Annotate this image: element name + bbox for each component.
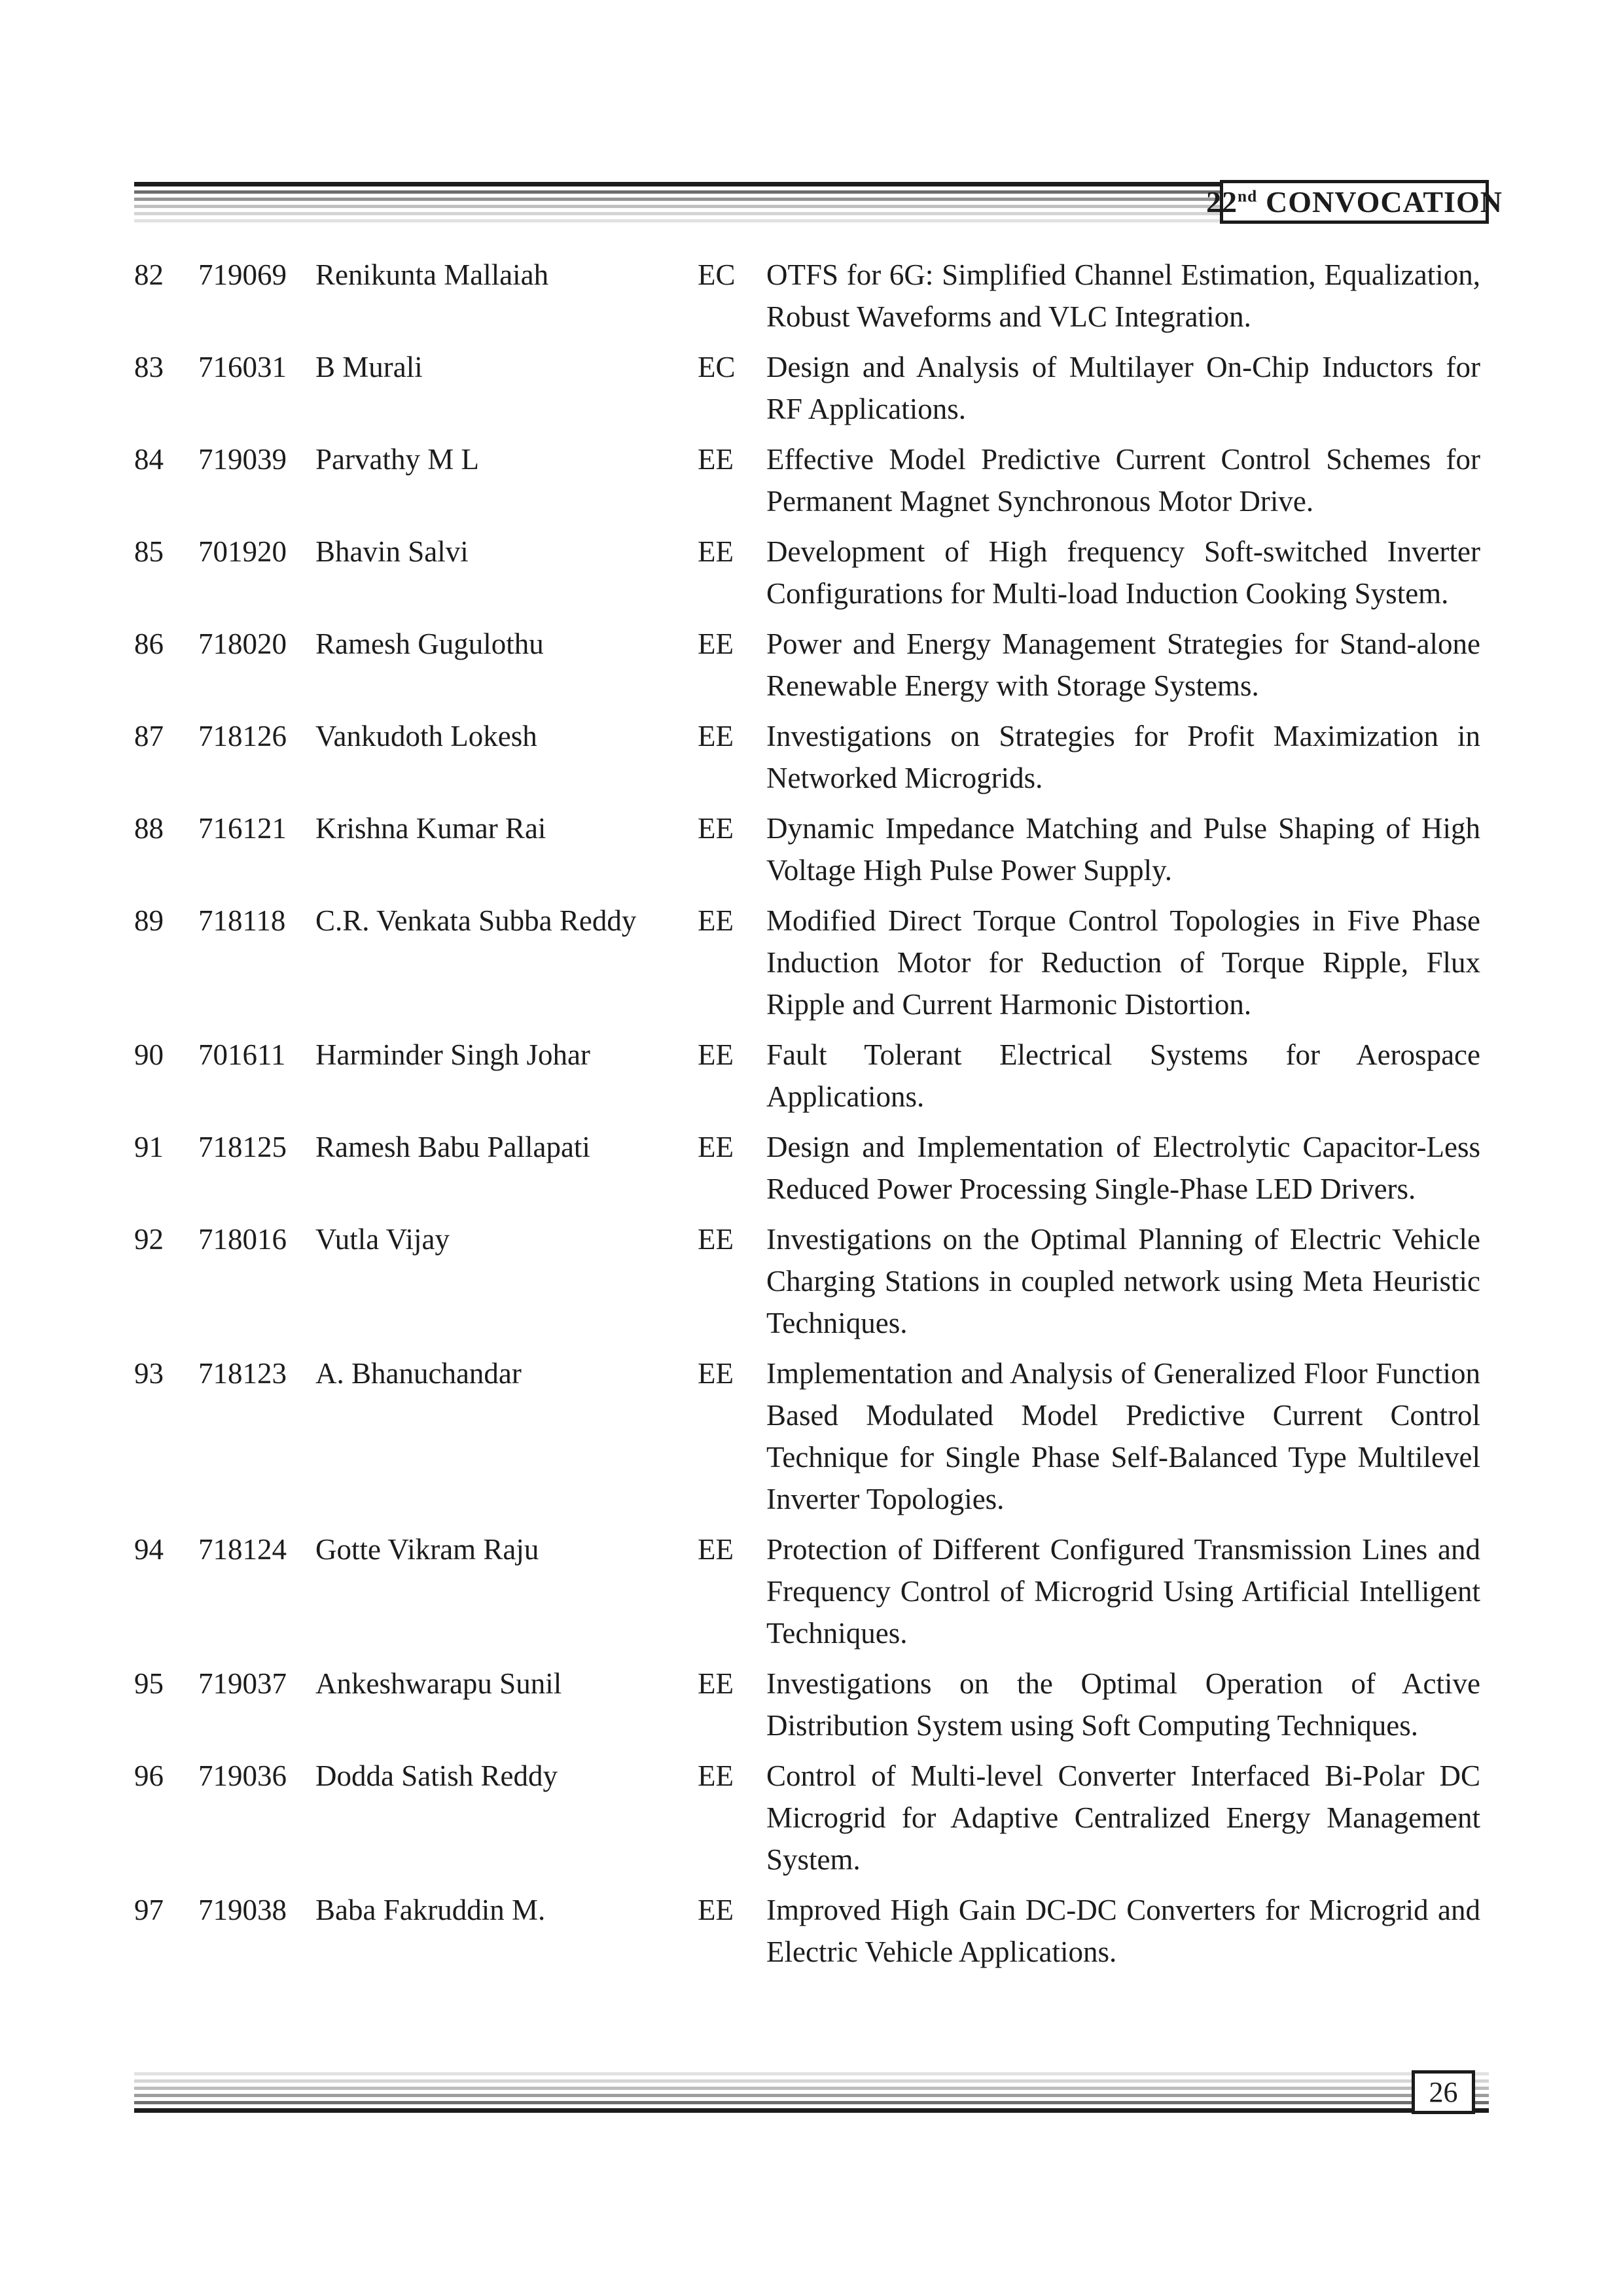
serial-number: 83 (134, 351, 164, 383)
page-number-box (1412, 2070, 1475, 2114)
thesis-title: Development of High frequency Soft-switched Inverter Configurations for Multi-load Induction Cooking System. (766, 535, 1480, 610)
thesis-title: Investigations on Strategies for Profit Maximization in Networked Microgrids. (766, 720, 1480, 794)
serial-number: 95 (134, 1667, 164, 1700)
thesis-title: Dynamic Impedance Matching and Pulse Shaping of High Voltage High Pulse Power Supply. (766, 812, 1480, 887)
serial-number: 86 (134, 627, 164, 660)
roll-number: 719036 (198, 1759, 287, 1792)
list-item (134, 1528, 1480, 1654)
thesis-title: Power and Energy Management Strategies for Stand-alone Renewable Energy with Storage Systems. (766, 627, 1480, 702)
roll-number: 718125 (198, 1131, 287, 1163)
graduate-name: Vutla Vijay (315, 1223, 450, 1256)
serial-number: 94 (134, 1533, 164, 1566)
thesis-title: Control of Multi-level Converter Interfaced Bi-Polar DC Microgrid for Adaptive Centralized Energy Management System. (766, 1759, 1480, 1876)
thesis-title: Protection of Different Configured Transmission Lines and Frequency Control of Microgrid Using Artificial Intelligent Techniques. (766, 1533, 1480, 1650)
list-item (134, 1218, 1480, 1344)
thesis-title: Implementation and Analysis of Generalized Floor Function Based Modulated Model Predictive Current Control Technique for Single Phase Self-Balanced Type Multilevel Inverter Topologies. (766, 1357, 1480, 1515)
serial-number: 82 (134, 258, 164, 291)
footer-rule-line (134, 2087, 1489, 2090)
graduate-name: Dodda Satish Reddy (315, 1759, 558, 1792)
list-item (134, 900, 1480, 1025)
thesis-title: Fault Tolerant Electrical Systems for Aerospace Applications. (766, 1038, 1480, 1113)
graduate-name: Harminder Singh Johar (315, 1038, 590, 1071)
graduate-name: Bhavin Salvi (315, 535, 469, 568)
roll-number: 718123 (198, 1357, 287, 1390)
roll-number: 718124 (198, 1533, 287, 1566)
list-item (134, 254, 1480, 338)
list-item (134, 1663, 1480, 1746)
roll-number: 718126 (198, 720, 287, 752)
serial-number: 87 (134, 720, 164, 752)
thesis-title: Investigations on the Optimal Planning of Electric Vehicle Charging Stations in coupled network using Meta Heuristic Techniques. (766, 1223, 1480, 1339)
department-code: EE (698, 1759, 734, 1792)
roll-number: 701611 (198, 1038, 286, 1071)
department-code: EE (698, 1357, 734, 1390)
department-code: EE (698, 1667, 734, 1700)
list-item (134, 1126, 1480, 1210)
roll-number: 719037 (198, 1667, 287, 1700)
department-code: EC (698, 351, 736, 383)
page-number: 26 (1429, 2076, 1458, 2108)
list-item (134, 623, 1480, 707)
department-code: EE (698, 627, 734, 660)
department-code: EE (698, 1038, 734, 1071)
serial-number: 88 (134, 812, 164, 845)
list-item (134, 715, 1480, 799)
graduate-name: Vankudoth Lokesh (315, 720, 537, 752)
serial-number: 96 (134, 1759, 164, 1792)
department-code: EE (698, 904, 734, 937)
graduate-name: Baba Fakruddin M. (315, 1894, 546, 1926)
graduates-list (134, 254, 1480, 1981)
department-code: EE (698, 535, 734, 568)
footer-rule-line (134, 2072, 1489, 2075)
convocation-number: 22 (1206, 185, 1238, 219)
convocation-badge: 22 $^{nd}$ CONVOCATION (1220, 180, 1489, 224)
thesis-title: Design and Analysis of Multilayer On-Chip Inductors for RF Applications. (766, 351, 1480, 425)
roll-number: 718020 (198, 627, 287, 660)
department-code: EE (698, 812, 734, 845)
department-code: EE (698, 443, 734, 476)
serial-number: 93 (134, 1357, 164, 1390)
department-code: EE (698, 1533, 734, 1566)
department-code: EE (698, 1131, 734, 1163)
thesis-title: Modified Direct Torque Control Topologies in Five Phase Induction Motor for Reduction of Torque Ripple, Flux Ripple and Current Harmonic Distortion. (766, 904, 1480, 1021)
department-code: EE (698, 1894, 734, 1926)
thesis-title: Investigations on the Optimal Operation of Active Distribution System using Soft Computing Techniques. (766, 1667, 1480, 1742)
serial-number: 90 (134, 1038, 164, 1071)
thesis-title: Improved High Gain DC-DC Converters for Microgrid and Electric Vehicle Applications. (766, 1894, 1480, 1968)
graduate-name: Gotte Vikram Raju (315, 1533, 539, 1566)
graduate-name: Parvathy M L (315, 443, 479, 476)
footer-rule-band (134, 2072, 1489, 2117)
list-item (134, 1889, 1480, 1973)
thesis-title: Effective Model Predictive Current Control Schemes for Permanent Magnet Synchronous Motor Drive. (766, 443, 1480, 518)
serial-number: 89 (134, 904, 164, 937)
graduate-name: Ankeshwarapu Sunil (315, 1667, 562, 1700)
footer-rule-line (134, 2101, 1489, 2104)
department-code: EE (698, 1223, 734, 1256)
serial-number: 97 (134, 1894, 164, 1926)
graduate-name: Ramesh Gugulothu (315, 627, 544, 660)
list-item (134, 438, 1480, 522)
list-item (134, 1034, 1480, 1118)
list-item (134, 1352, 1480, 1520)
list-item (134, 531, 1480, 614)
thesis-title: Design and Implementation of Electrolytic Capacitor-Less Reduced Power Processing Single-Phase LED Drivers. (766, 1131, 1480, 1205)
serial-number: 85 (134, 535, 164, 568)
convocation-word: CONVOCATION (1266, 185, 1503, 219)
footer-rule-line (134, 2094, 1489, 2097)
graduate-name: Renikunta Mallaiah (315, 258, 549, 291)
graduate-name: B Murali (315, 351, 423, 383)
serial-number: 84 (134, 443, 164, 476)
list-item (134, 346, 1480, 430)
list-item (134, 807, 1480, 891)
department-code: EE (698, 720, 734, 752)
list-item (134, 1755, 1480, 1881)
serial-number: 92 (134, 1223, 164, 1256)
roll-number: 718016 (198, 1223, 287, 1256)
graduate-name: Krishna Kumar Rai (315, 812, 546, 845)
roll-number: 716031 (198, 351, 287, 383)
roll-number: 716121 (198, 812, 287, 845)
roll-number: 719039 (198, 443, 287, 476)
roll-number: 719069 (198, 258, 287, 291)
roll-number: 718118 (198, 904, 286, 937)
department-code: EC (698, 258, 736, 291)
footer-rule-line (134, 2079, 1489, 2083)
graduate-name: Ramesh Babu Pallapati (315, 1131, 590, 1163)
thesis-title: OTFS for 6G: Simplified Channel Estimation, Equalization, Robust Waveforms and VLC Integration. (766, 258, 1480, 333)
graduate-name: C.R. Venkata Subba Reddy (315, 904, 637, 937)
roll-number: 701920 (198, 535, 287, 568)
footer-rule-line (134, 2108, 1489, 2113)
serial-number: 91 (134, 1131, 164, 1163)
roll-number: 719038 (198, 1894, 287, 1926)
graduate-name: A. Bhanuchandar (315, 1357, 522, 1390)
